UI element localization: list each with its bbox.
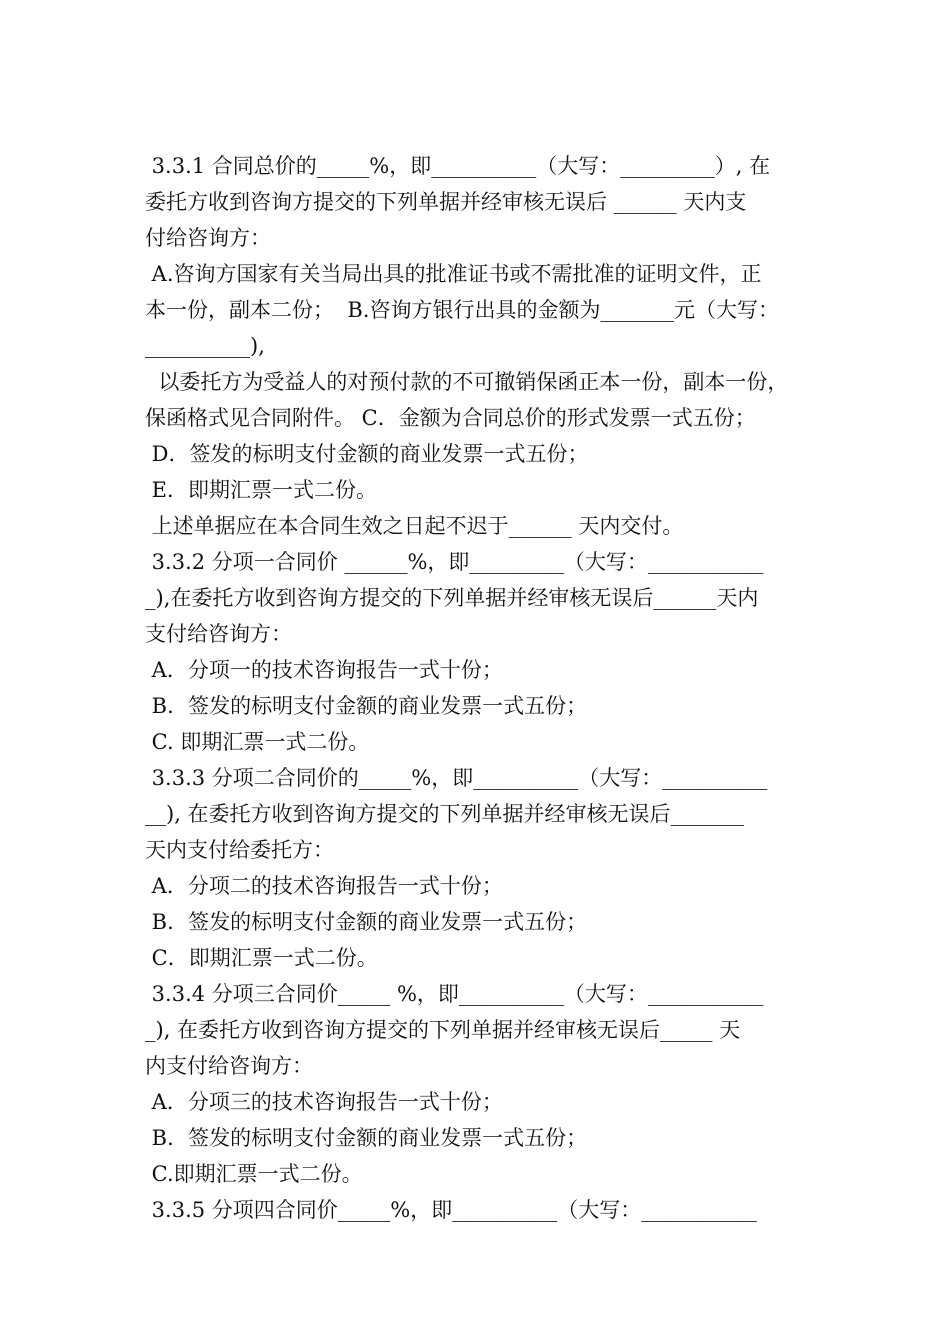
- text-line: B．签发的标明支付金额的商业发票一式五份；: [145, 1126, 588, 1150]
- text-line: 支付给咨询方：: [145, 622, 292, 646]
- text-line: 委托方收到咨询方提交的下列单据并经审核无误后 ______ 天内支: [145, 190, 747, 214]
- text-line: A．分项三的技术咨询报告一式十份；: [145, 1090, 503, 1114]
- text-line: A．分项二的技术咨询报告一式十份；: [145, 874, 503, 898]
- text-line: 3.3.2 分项一合同价 ______%，即_________（大写：___________: [145, 550, 764, 574]
- text-line: _), 在委托方收到咨询方提交的下列单据并经审核无误后_____ 天: [145, 1018, 741, 1042]
- text-line: C.即期汇票一式二份。: [145, 1162, 363, 1186]
- text-line: 天内支付给委托方：: [145, 838, 334, 862]
- text-line: 付给咨询方：: [145, 226, 271, 250]
- text-line: __), 在委托方收到咨询方提交的下列单据并经审核无误后_______: [145, 802, 745, 826]
- text-line: C．即期汇票一式二份。: [145, 946, 378, 970]
- text-line: __________),: [145, 334, 265, 358]
- text-line: B．签发的标明支付金额的商业发票一式五份；: [145, 910, 588, 934]
- text-line: B．签发的标明支付金额的商业发票一式五份；: [145, 694, 588, 718]
- text-line: 保函格式见合同附件。 C．金额为合同总价的形式发票一式五份；: [145, 406, 756, 430]
- text-line: 上述单据应在本合同生效之日起不迟于______ 天内交付。: [145, 514, 684, 538]
- contract-payment-text: [145, 148, 815, 1228]
- text-line: A．分项一的技术咨询报告一式十份；: [145, 658, 503, 682]
- text-line: C. 即期汇票一式二份。: [145, 730, 370, 754]
- text-line: D．签发的标明支付金额的商业发票一式五份；: [145, 442, 589, 466]
- text-line: A.咨询方国家有关当局出具的批准证书或不需批准的证明文件，正: [145, 262, 762, 286]
- text-line: 3.3.1 合同总价的_____%，即__________（大写：_________）, 在: [145, 154, 771, 178]
- text-line: _),在委托方收到咨询方提交的下列单据并经审核无误后______天内: [145, 586, 759, 610]
- text-line: 3.3.4 分项三合同价_____ %，即__________（大写：___________: [145, 982, 764, 1006]
- text-line: 3.3.3 分项二合同价的_____%，即__________（大写：__________: [145, 766, 768, 790]
- text-line: 本一份，副本二份； B.咨询方银行出具的金额为_______元（大写：: [145, 298, 779, 322]
- text-line: 3.3.5 分项四合同价_____%，即__________（大写：___________: [145, 1198, 757, 1222]
- text-line: E．即期汇票一式二份。: [145, 478, 378, 502]
- text-line: 以委托方为受益人的对预付款的不可撤销保函正本一份，副本一份，: [145, 370, 789, 394]
- text-line: 内支付给咨询方：: [145, 1054, 313, 1078]
